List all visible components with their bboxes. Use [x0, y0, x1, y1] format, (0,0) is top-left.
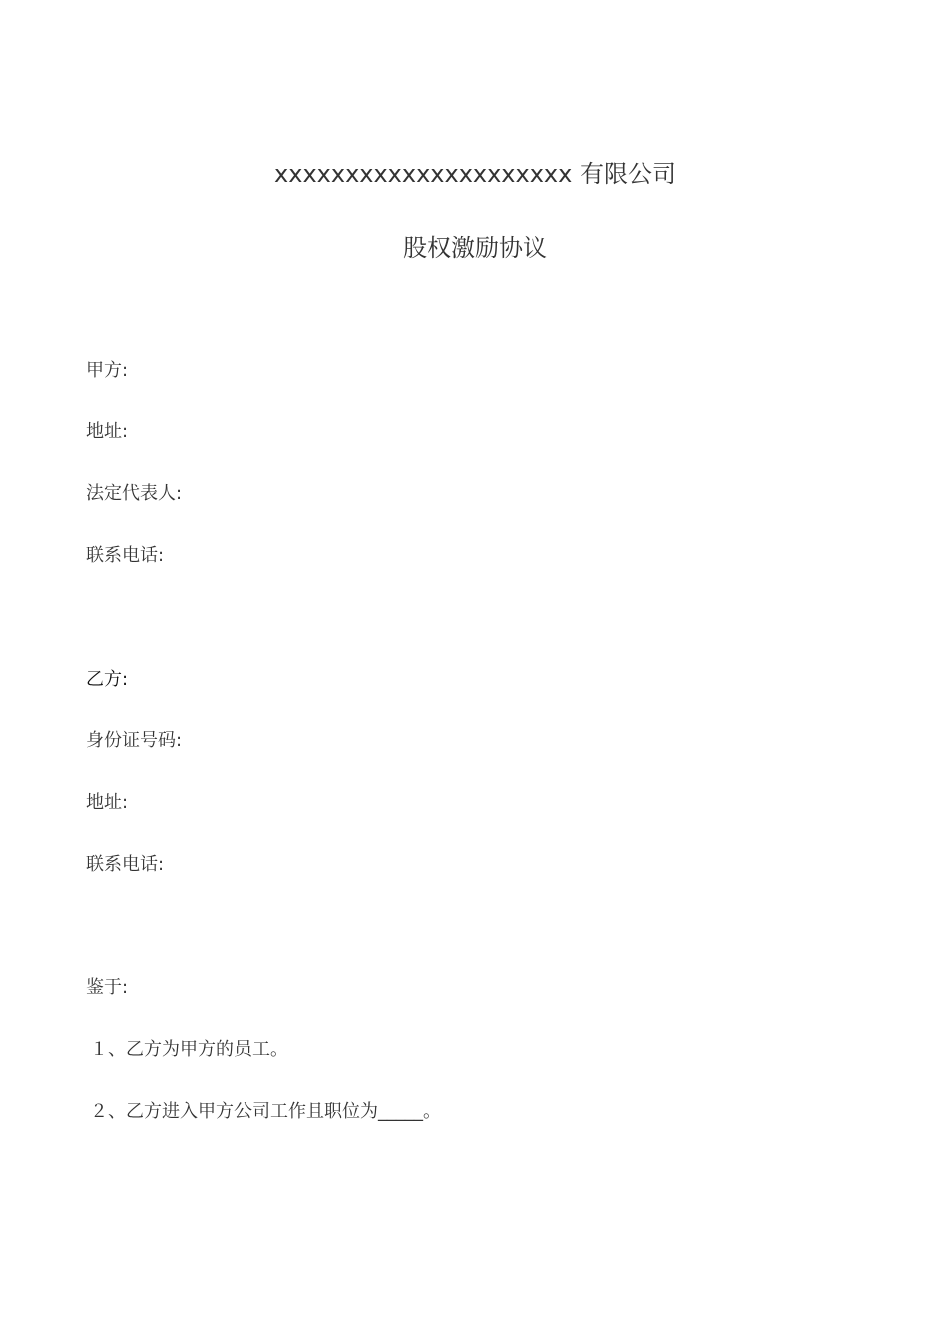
- party-b-address-label: 地址:: [86, 792, 129, 813]
- whereas-item-1: １、乙方为甲方的员工。: [90, 1039, 288, 1060]
- whereas-label: 鉴于:: [86, 977, 129, 998]
- whereas-item-2: ２、乙方进入甲方公司工作且职位为_____。: [90, 1101, 441, 1122]
- party-b-id-label: 身份证号码:: [86, 730, 183, 751]
- agreement-title: 股权激励协议: [403, 234, 547, 262]
- company-name-heading: xxxxxxxxxxxxxxxxxxxxx 有限公司: [274, 160, 676, 188]
- party-b-phone-label: 联系电话:: [86, 854, 165, 875]
- party-a-legal-rep-label: 法定代表人:: [86, 483, 183, 504]
- party-b-label: 乙方:: [86, 669, 129, 690]
- party-a-label: 甲方:: [86, 360, 129, 381]
- party-a-phone-label: 联系电话:: [86, 545, 165, 566]
- party-a-address-label: 地址:: [86, 421, 129, 442]
